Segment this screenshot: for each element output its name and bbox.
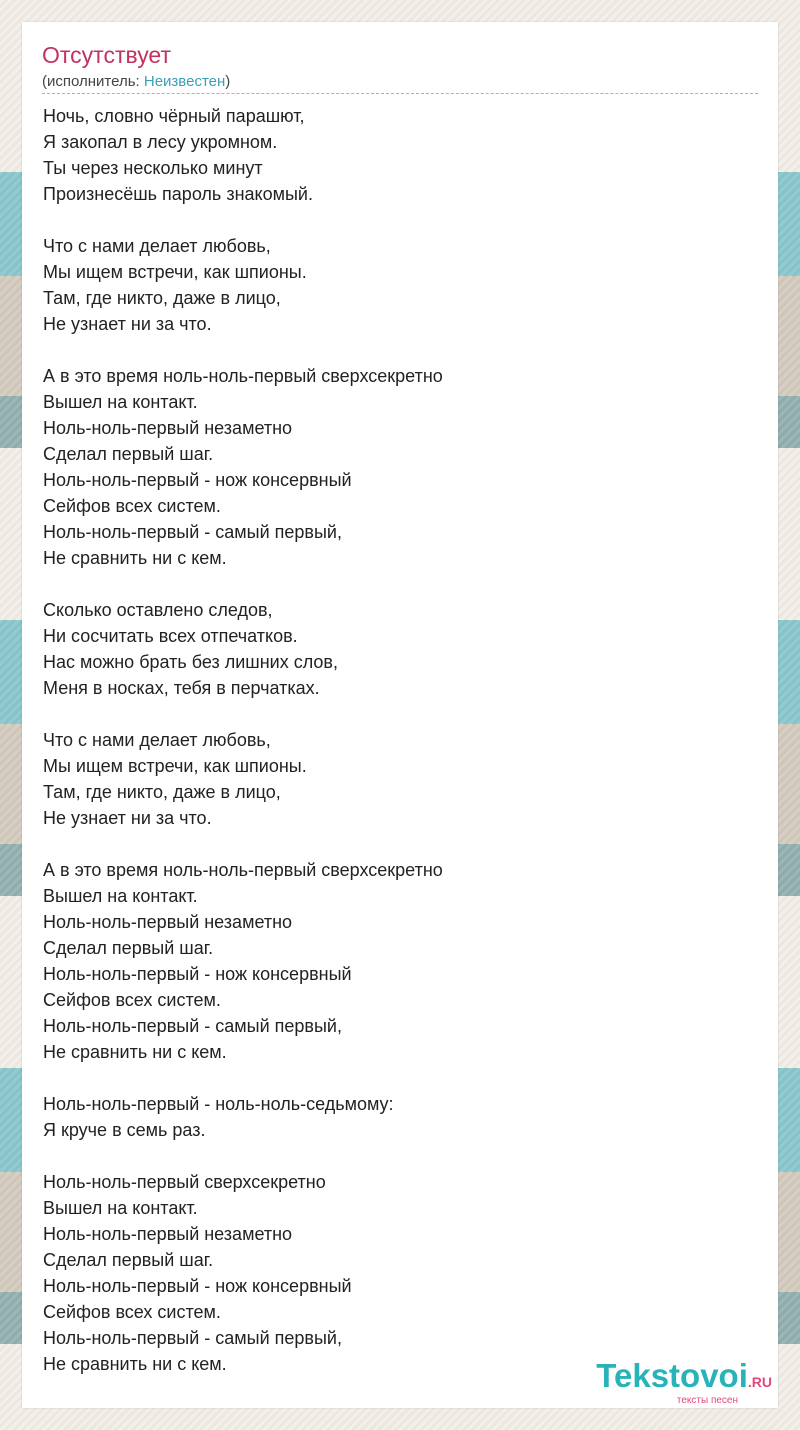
lyric-line: Ноль-ноль-первый - самый первый, xyxy=(43,522,342,542)
lyric-line: Мы ищем встречи, как шпионы. xyxy=(43,262,307,282)
lyric-line: Сейфов всех систем. xyxy=(43,990,221,1010)
lyric-line xyxy=(43,701,743,727)
lyric-line: Ноль-ноль-первый - ноль-ноль-седьмому: xyxy=(43,1094,394,1114)
lyric-line: Нас можно брать без лишних слов, xyxy=(43,652,338,672)
lyric-line: Вышел на контакт. xyxy=(43,392,198,412)
lyric-line: Сделал первый шаг. xyxy=(43,938,214,958)
lyric-line: Что с нами делает любовь, xyxy=(43,730,271,750)
lyric-line: Вышел на контакт. xyxy=(43,886,198,906)
lyric-line: Ночь, словно чёрный парашют, xyxy=(43,106,305,126)
lyric-line xyxy=(43,1143,743,1169)
logo-tagline: тексты песен xyxy=(676,1395,738,1406)
lyric-line: Ни сосчитать всех отпечатков. xyxy=(43,626,298,646)
artist-link[interactable]: Неизвестен xyxy=(143,73,226,90)
lyric-line: Вышел на контакт. xyxy=(43,1198,198,1218)
lyric-line: Не сравнить ни с кем. xyxy=(43,1354,227,1374)
lyric-line: Произнесёшь пароль знакомый. xyxy=(43,184,313,204)
lyric-line: Ноль-ноль-первый незаметно xyxy=(43,1224,293,1244)
lyric-line xyxy=(43,571,743,597)
lyric-line: Что с нами делает любовь, xyxy=(43,236,271,256)
lyric-line: Ноль-ноль-первый незаметно xyxy=(43,912,293,932)
lyric-line xyxy=(43,831,743,857)
lyric-line: Сейфов всех систем. xyxy=(43,1302,221,1322)
lyric-line: Ноль-ноль-первый - нож консервный xyxy=(43,1276,352,1296)
lyric-line: Меня в носках, тебя в перчатках. xyxy=(43,678,320,698)
lyric-line: Не узнает ни за что. xyxy=(43,314,212,334)
song-title: Отсутствует xyxy=(42,42,171,68)
lyric-line: Не узнает ни за что. xyxy=(43,808,212,828)
lyric-line xyxy=(43,207,743,233)
lyric-line xyxy=(43,1065,743,1091)
artist-prefix: (исполнитель: xyxy=(42,73,144,90)
lyric-line: А в это время ноль-ноль-первый сверхсекретно xyxy=(43,366,443,386)
lyric-line: Я закопал в лесу укромном. xyxy=(43,132,278,152)
song-artist-line xyxy=(42,73,758,94)
lyric-line: А в это время ноль-ноль-первый сверхсекретно xyxy=(43,860,443,880)
lyric-line: Сейфов всех систем. xyxy=(43,496,221,516)
logo-name: Tekstovoi xyxy=(596,1357,748,1394)
lyric-line: Там, где никто, даже в лицо, xyxy=(43,782,281,802)
lyric-line: Ноль-ноль-первый сверхсекретно xyxy=(43,1172,326,1192)
logo-tld: .RU xyxy=(747,1374,772,1390)
lyric-line: Ноль-ноль-первый - нож консервный xyxy=(43,964,352,984)
lyrics-text xyxy=(43,103,743,1377)
lyric-line xyxy=(43,337,743,363)
lyric-line: Сколько оставлено следов, xyxy=(43,600,273,620)
lyric-line: Я круче в семь раз. xyxy=(43,1120,206,1140)
lyric-line: Ноль-ноль-первый - самый первый, xyxy=(43,1328,342,1348)
site-logo[interactable] xyxy=(596,1359,772,1406)
lyric-line: Там, где никто, даже в лицо, xyxy=(43,288,281,308)
lyric-line: Ноль-ноль-первый незаметно xyxy=(43,418,293,438)
lyric-line: Сделал первый шаг. xyxy=(43,1250,214,1270)
lyric-line: Ноль-ноль-первый - самый первый, xyxy=(43,1016,342,1036)
lyric-line: Не сравнить ни с кем. xyxy=(43,548,227,568)
artist-suffix: ) xyxy=(225,73,231,90)
lyric-line: Мы ищем встречи, как шпионы. xyxy=(43,756,307,776)
lyric-line: Ноль-ноль-первый - нож консервный xyxy=(43,470,352,490)
lyric-line: Сделал первый шаг. xyxy=(43,444,214,464)
lyrics-card xyxy=(22,22,778,1408)
lyric-line: Не сравнить ни с кем. xyxy=(43,1042,227,1062)
lyric-line: Ты через несколько минут xyxy=(43,158,263,178)
